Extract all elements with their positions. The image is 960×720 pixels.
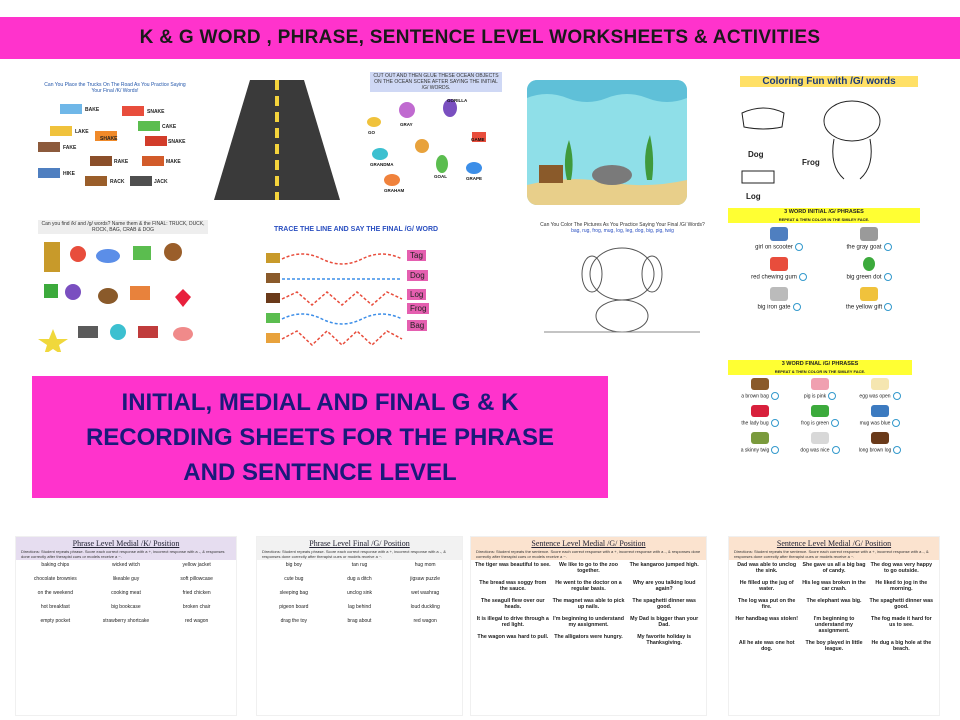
sheet-item-text: Why are you talking loud again? xyxy=(632,580,696,592)
trace-word-log: Log xyxy=(407,289,426,300)
sheet-item xyxy=(733,580,800,592)
sheet-item-text: He dug a big hole at the beach. xyxy=(871,640,932,652)
coloring-word-label: Dog xyxy=(748,150,764,159)
list-item: pig is pink xyxy=(790,378,850,400)
objects-worksheet-title: Can you find /k/ and /g/ words? Name them & the FINAL: TRUCK, DUCK, ROCK, BAG, CRAB & DOG xyxy=(38,220,208,234)
list-item: long brown log xyxy=(850,432,910,454)
sheet-item xyxy=(91,590,162,596)
sheet-item-text: I'm beginning to understand my assignment. xyxy=(813,616,855,634)
sheet-item xyxy=(327,576,393,582)
list-item: big iron gate xyxy=(734,287,824,311)
sheet-directions: Directions: Student repeats phrase. Score each correct response with a +, incorrect response with a -, & responses done correctly after therapist cues or models receive a ~. xyxy=(262,549,446,559)
sheet-item xyxy=(733,640,800,652)
list-item: the gray goat xyxy=(824,227,914,251)
sheet-item xyxy=(800,640,867,652)
sheet-title: Phrase Level Final /G/ Position xyxy=(309,539,410,548)
sheet-item-text: I'm beginning to understand my assignment. xyxy=(552,616,624,628)
trucks-worksheet-title: Can You Place the Trucks On The Road As You Practice Saying Your Final /K/ Words! xyxy=(44,82,186,94)
ocean-word-label: GRANDMA xyxy=(370,162,394,167)
final-phrases-subtitle: REPEAT & THEN COLOR IN THE SMILEY FACE. xyxy=(728,368,912,375)
truck-word-label: HIKE xyxy=(63,171,75,177)
sheet-item-text: The alligators were hungry. xyxy=(554,634,623,640)
sheet-item xyxy=(327,604,393,610)
list-item: the yellow gift xyxy=(824,287,914,311)
trace-word-dog: Dog xyxy=(407,270,428,281)
list-item: big green dot xyxy=(824,257,914,281)
sheet-item-text: He liked to jog in the morning. xyxy=(875,580,928,592)
sheet-item-text: hug mom xyxy=(414,562,436,568)
ocean-scene-thumbnail[interactable] xyxy=(527,80,687,205)
sheet-item xyxy=(161,562,232,568)
sheet-item xyxy=(475,616,551,628)
sheet-title: Sentence Level Medial /G/ Position xyxy=(776,539,892,548)
sheet-item-text: red wagon xyxy=(184,618,209,624)
initial-phrases-subtitle: REPEAT & THEN COLOR IN THE SMILEY FACE. xyxy=(728,216,920,223)
sheet-item-text: My Dad is bigger than your Dad. xyxy=(630,616,699,628)
sheet-item xyxy=(551,598,627,610)
recording-sheet-final-g[interactable] xyxy=(256,536,463,716)
truck-word-label: LAKE xyxy=(75,129,89,135)
sheet-directions: Directions: Student repeats phrase. Score each correct response with a +, incorrect response with a -, & responses done correctly after therapist cues or models receive a ~. xyxy=(21,549,225,559)
trucks-illustration xyxy=(30,96,200,200)
sheet-item xyxy=(475,598,551,610)
sheet-item xyxy=(392,590,458,596)
sheet-item-text: cute bug xyxy=(284,576,304,582)
ocean-word-label: GOAL xyxy=(434,174,447,179)
sheet-item-text: The dog was very happy to go outside. xyxy=(870,562,933,574)
sheet-item-text: broken chair xyxy=(182,604,211,610)
sheet-directions: Directions: Student repeats the sentence. Score each correct response with a +, incorrect response with a -, & responses done correctly after therapist cues or models receive a ~. xyxy=(476,549,701,559)
sheet-item xyxy=(91,604,162,610)
promo-box xyxy=(32,376,608,498)
coloring-fun-illustration xyxy=(734,91,924,203)
sheet-item xyxy=(475,580,551,592)
sheet-item xyxy=(868,598,935,610)
trucks-worksheet-thumbnail[interactable] xyxy=(30,80,200,200)
sheet-item xyxy=(161,576,232,582)
sheet-item xyxy=(626,598,702,610)
ocean-scene-illustration xyxy=(527,80,687,205)
promo-line-2: RECORDING SHEETS FOR THE PHRASE xyxy=(85,423,555,451)
sheet-item xyxy=(261,576,327,582)
sheet-item-text: soft pillowcase xyxy=(180,576,213,582)
sheet-item-text: My favorite holiday is Thanksgiving. xyxy=(637,634,692,646)
trace-line-worksheet-thumbnail[interactable] xyxy=(262,222,450,352)
sheet-item-text: His leg was broken in the car crash. xyxy=(802,580,866,592)
sheet-item xyxy=(261,604,327,610)
sheet-item-text: baking chips xyxy=(41,562,70,568)
sheet-item-text: Dad was able to unclog the sink. xyxy=(737,562,797,574)
truck-word-label: SHAKE xyxy=(100,136,118,142)
sheet-item xyxy=(800,616,867,634)
sheet-item xyxy=(475,634,551,646)
coloring-word-label: Log xyxy=(746,192,761,201)
promo-line-3: AND SENTENCE LEVEL xyxy=(183,458,457,486)
sheet-item-text: He went to the doctor on a regular basis. xyxy=(555,580,622,592)
sheet-item-text: strawberry shortcake xyxy=(102,618,150,624)
list-item: the lady bug xyxy=(730,405,790,427)
sheet-item-text: jigsaw puzzle xyxy=(410,576,441,582)
objects-worksheet-thumbnail[interactable] xyxy=(38,220,208,352)
list-item: mug was blue xyxy=(850,405,910,427)
truck-word-label: SNAKE xyxy=(168,139,186,145)
sheet-item xyxy=(392,576,458,582)
dog-illustration xyxy=(540,234,705,344)
sheet-item-text: She gave us all a big bag of candy. xyxy=(802,562,866,574)
ocean-word-label: GORILLA xyxy=(447,98,468,103)
sheet-item-text: cooking meat xyxy=(111,590,141,596)
sheet-directions: Directions: Student repeats the sentence. Score each correct response with a +, incorrect response with a -, & responses done correctly after therapist cues or models receive a ~. xyxy=(734,549,929,559)
sheet-item-text: chocolate brownies xyxy=(33,576,77,582)
sheet-item xyxy=(800,580,867,592)
dog-coloring-worksheet-thumbnail[interactable] xyxy=(540,222,705,346)
sheet-item-text: wicked witch xyxy=(111,562,141,568)
coloring-fun-title: Coloring Fun with /G/ words xyxy=(740,76,918,87)
dog-sheet-subtitle: bag, rug, frog, mug, log, leg, dog, big, pig, twig xyxy=(571,228,674,234)
sheet-item-text: likeable guy xyxy=(112,576,140,582)
banner-title: K & G WORD , PHRASE, SENTENCE LEVEL WORKSHEETS & ACTIVITIES xyxy=(139,27,821,48)
sheet-item-text: yellow jacket xyxy=(182,562,211,568)
sheet-item xyxy=(327,618,393,624)
sheet-item-text: The log was put on the fire. xyxy=(737,598,796,610)
truck-word-label: MAKE xyxy=(166,159,181,165)
sheet-item xyxy=(20,562,91,568)
sheet-item-text: It is illegal to drive through a red light. xyxy=(476,616,549,628)
ocean-word-label: GRAHAM xyxy=(384,188,405,193)
ocean-word-label: GRAY xyxy=(400,122,413,127)
sheet-item-text: The spaghetti dinner was good. xyxy=(632,598,696,610)
sheet-item xyxy=(261,618,327,624)
ocean-word-label: GAME xyxy=(471,137,485,142)
sheet-item xyxy=(868,640,935,652)
sheet-item-text: unclog sink xyxy=(346,590,372,596)
truck-word-label: CAKE xyxy=(162,124,177,130)
sheet-item xyxy=(392,562,458,568)
sheet-item xyxy=(161,618,232,624)
sheet-item xyxy=(20,576,91,582)
sheet-item-text: hot breakfast xyxy=(40,604,70,610)
objects-collage-illustration xyxy=(38,234,208,352)
sheet-item-text: All he ate was one hot dog. xyxy=(738,640,795,652)
list-item: egg was open xyxy=(850,378,910,400)
sheet-item xyxy=(91,618,162,624)
sheet-title: Phrase Level Medial /K/ Position xyxy=(72,539,180,548)
sheet-item-text: The boy played in little league. xyxy=(805,640,863,652)
sheet-item xyxy=(91,562,162,568)
sheet-item xyxy=(91,576,162,582)
sheet-item-text: loud duckling xyxy=(410,604,440,610)
sheet-item-text: tan rug xyxy=(351,562,368,568)
sheet-item xyxy=(392,618,458,624)
dog-sheet-title: Can You Color The Pictures As You Practice Saying Your Final /G/ Words? xyxy=(540,222,705,228)
sheet-item xyxy=(20,590,91,596)
truck-word-label: FAKE xyxy=(63,145,77,151)
trace-word-bag: Bag xyxy=(407,320,427,331)
sheet-item xyxy=(20,618,91,624)
sheet-item-text: The magnet was able to pick up nails. xyxy=(552,598,625,610)
recording-sheet-sentence-medial-g-2[interactable] xyxy=(728,536,940,716)
sheet-item-text: red wagon xyxy=(413,618,437,624)
sheet-item-text: dug a ditch xyxy=(347,576,372,582)
list-item: a skinny twig xyxy=(730,432,790,454)
sheet-item-text: The bread was soggy from the sauce. xyxy=(479,580,547,592)
final-phrases-title: 3 WORD FINAL /G/ PHRASES xyxy=(728,360,912,368)
truck-word-label: SNAKE xyxy=(147,109,165,115)
ocean-word-label: GRAPE xyxy=(466,176,483,181)
sheet-item xyxy=(161,604,232,610)
recording-sheet-medial-k[interactable] xyxy=(15,536,237,716)
coloring-word-label: Frog xyxy=(802,158,820,167)
truck-word-label: BAKE xyxy=(85,107,100,113)
sheet-item xyxy=(733,598,800,610)
sheet-item-text: The fog made it hard for us to see. xyxy=(871,616,932,628)
initial-phrases-title: 3 WORD INITIAL /G/ PHRASES xyxy=(728,208,920,216)
sheet-item-text: on the weekend xyxy=(37,590,73,596)
sheet-item xyxy=(551,616,627,628)
sheet-item-text: fried chicken xyxy=(182,590,211,596)
sheet-item-text: big boy xyxy=(285,562,302,568)
sheet-item-text: He filled up the jug of water. xyxy=(739,580,794,592)
sheet-item xyxy=(161,590,232,596)
sheet-item xyxy=(868,562,935,574)
sheet-item-text: The kangaroo jumped high. xyxy=(629,562,699,568)
sheet-item-text: pigeon board xyxy=(279,604,309,610)
sheet-item xyxy=(327,562,393,568)
ocean-worksheet-title: CUT OUT AND THEN GLUE THESE OCEAN OBJECTS ON THE OCEAN SCENE AFTER SAYING THE INITIAL /G/ WORDS. xyxy=(370,72,502,92)
promo-line-1: INITIAL, MEDIAL AND FINAL G & K xyxy=(121,388,519,416)
trace-word-frog: Frog xyxy=(407,303,429,314)
trace-word-tag: Tag xyxy=(407,250,426,261)
trace-worksheet-title: TRACE THE LINE AND SAY THE FINAL /G/ WORD xyxy=(273,226,439,233)
initial-phrases-worksheet-thumbnail[interactable] xyxy=(728,208,920,332)
sheet-item xyxy=(551,562,627,574)
sheet-item xyxy=(261,562,327,568)
sheet-item xyxy=(626,580,702,592)
road-illustration xyxy=(212,78,342,202)
sheet-item xyxy=(626,634,702,646)
sheet-item-text: The wagon was hard to pull. xyxy=(477,634,549,640)
sheet-item-text: Her handbag was stolen! xyxy=(735,616,799,622)
sheet-item-text: The elephant was big. xyxy=(806,598,862,604)
sheet-title: Sentence Level Medial /G/ Position xyxy=(531,539,646,548)
sheet-item xyxy=(626,562,702,574)
sheet-item-text: wet washrag xyxy=(411,590,440,596)
truck-word-label: RACK xyxy=(110,179,125,185)
coloring-fun-worksheet-thumbnail[interactable] xyxy=(734,72,924,207)
list-item: red chewing gum xyxy=(734,257,824,281)
recording-sheet-sentence-medial-g-1[interactable] xyxy=(470,536,707,716)
final-phrases-worksheet-thumbnail[interactable] xyxy=(728,360,912,490)
sheet-item-text: big bookcase xyxy=(111,604,141,610)
sheet-item xyxy=(20,604,91,610)
sheet-item xyxy=(392,604,458,610)
sheet-item-text: The seagull flew over our heads. xyxy=(481,598,545,610)
road-thumbnail[interactable] xyxy=(212,78,342,202)
sheet-item xyxy=(868,616,935,634)
sheet-item xyxy=(551,634,627,646)
sheet-item-text: brag about xyxy=(347,618,372,624)
sheet-item xyxy=(733,562,800,574)
truck-word-label: JACK xyxy=(154,179,168,185)
title-banner xyxy=(0,17,960,59)
sheet-item xyxy=(475,562,551,574)
list-item: frog is green xyxy=(790,405,850,427)
ocean-word-label: GO xyxy=(368,130,376,135)
sheet-item-text: drag the toy xyxy=(280,618,308,624)
sheet-item xyxy=(551,580,627,592)
sheet-item xyxy=(733,616,800,634)
truck-word-label: RAKE xyxy=(114,159,129,165)
sheet-item xyxy=(800,598,867,610)
sheet-item xyxy=(868,580,935,592)
sheet-item xyxy=(261,590,327,596)
sheet-item-text: sleeping bag xyxy=(279,590,308,596)
sheet-item-text: The tiger was beautiful to see. xyxy=(475,562,551,568)
sheet-item xyxy=(800,562,867,574)
sheet-item-text: We like to go to the zoo together. xyxy=(558,562,619,574)
list-item: a brown bag xyxy=(730,378,790,400)
sheet-item-text: The spaghetti dinner was good. xyxy=(869,598,934,610)
list-item: girl on scooter xyxy=(734,227,824,251)
sheet-item xyxy=(327,590,393,596)
list-item: dog was nice xyxy=(790,432,850,454)
sheet-item-text: lag behind xyxy=(347,604,372,610)
ocean-creatures-illustration xyxy=(362,94,510,205)
sheet-item-text: empty pocket xyxy=(40,618,71,624)
sheet-item xyxy=(626,616,702,628)
ocean-objects-worksheet-thumbnail[interactable] xyxy=(362,70,510,205)
